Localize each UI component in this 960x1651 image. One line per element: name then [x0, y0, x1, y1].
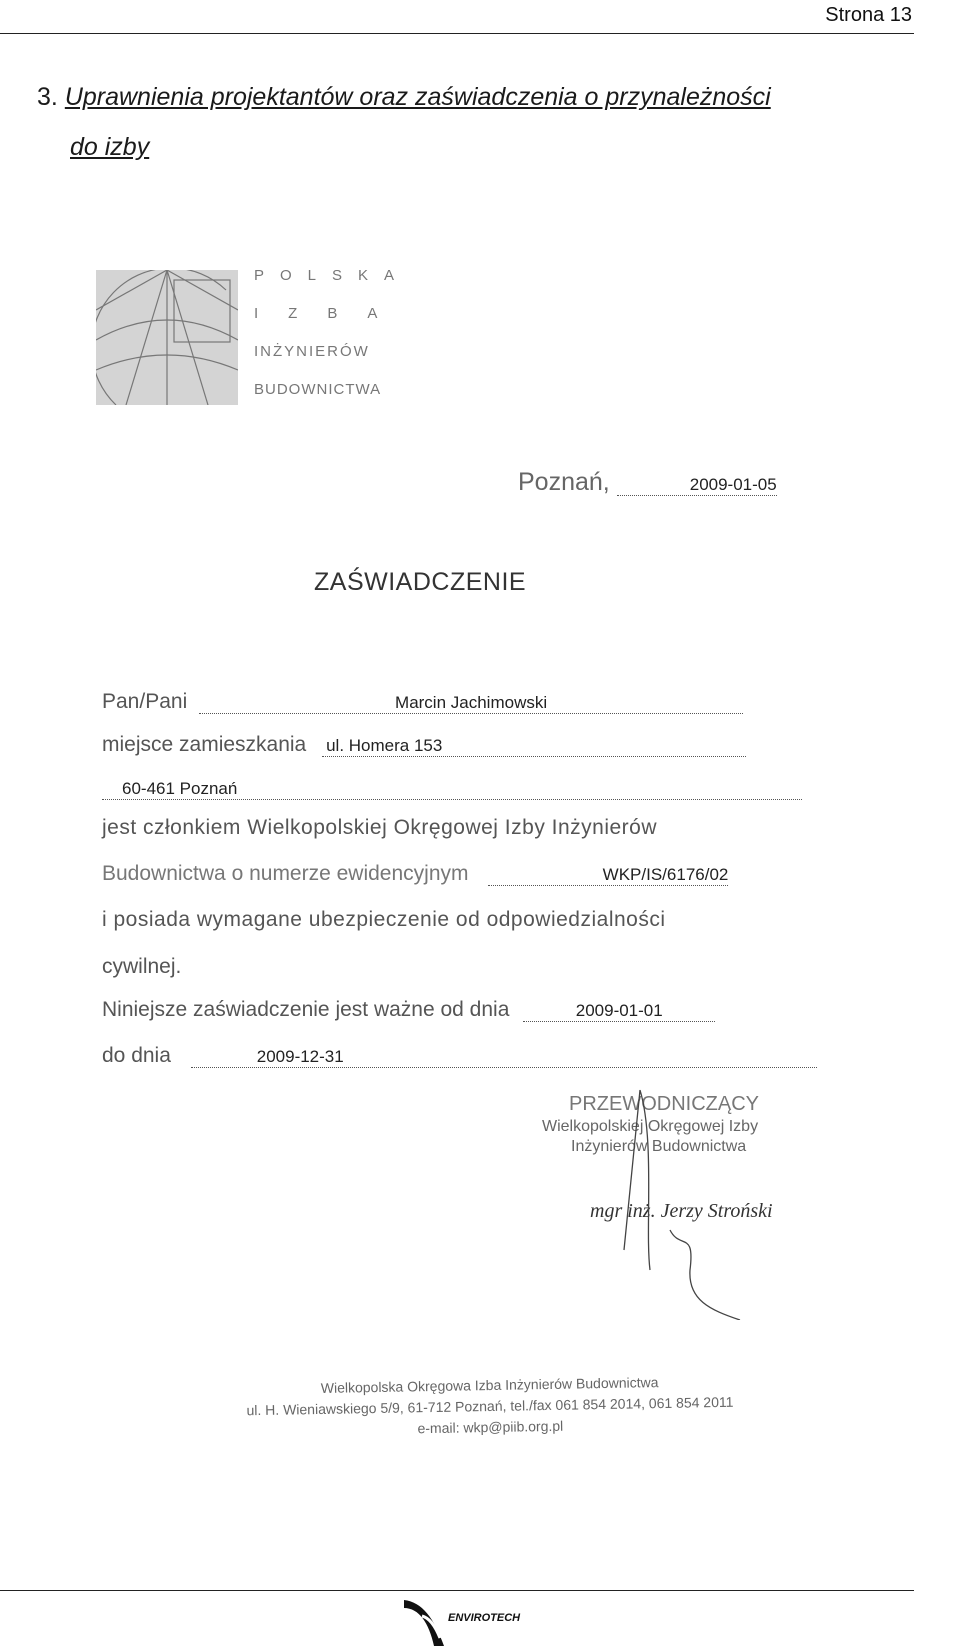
place-date-line	[518, 468, 777, 497]
name-label: Pan/Pani	[102, 690, 188, 713]
signature-line1: Wielkopolskiej Okręgowej Izby	[542, 1118, 759, 1135]
signature-line2: Inżynierów Budownictwa	[571, 1138, 747, 1155]
letter-footer	[199, 1370, 780, 1443]
handwritten-signature-icon	[600, 1080, 750, 1320]
footer-email: e-mail: wkp@piib.org.pl	[417, 1417, 564, 1437]
name-row	[102, 690, 743, 714]
place-label: Poznań,	[518, 468, 610, 496]
envirotech-logo-icon	[404, 1598, 450, 1648]
section-number: 3.	[37, 83, 58, 111]
chamber-name-line1: POLSKA	[254, 267, 411, 284]
issue-date: 2009-01-05	[617, 475, 777, 496]
chamber-name-line4: BUDOWNICTWA	[254, 381, 382, 398]
valid-from-row	[102, 998, 715, 1022]
address-label: miejsce zamieszkania	[102, 733, 307, 756]
section-title-line2: do izby	[70, 133, 150, 161]
chamber-name-block	[254, 262, 410, 414]
valid-from-label: Niniejsze zaświadczenie jest ważne od dnia	[102, 998, 510, 1021]
valid-to-label: do dnia	[102, 1044, 171, 1067]
address-row	[102, 733, 746, 757]
signature-title: PRZEWODNICZĄCY	[569, 1093, 759, 1115]
chamber-name-line3: INŻYNIERÓW	[254, 343, 370, 360]
header-rule	[0, 33, 914, 34]
registry-row	[102, 862, 728, 886]
brand-name: ENVIROTECH	[448, 1612, 521, 1624]
address-value: ul. Homera 153	[322, 736, 746, 757]
globe-logo-icon	[96, 270, 238, 405]
insurance-text-2: cywilnej.	[102, 955, 182, 978]
valid-to-row	[102, 1044, 817, 1068]
address-row-2	[102, 776, 802, 800]
chamber-logo-image	[96, 270, 238, 405]
section-title-line1: Uprawnienia projektantów oraz zaświadczenia o przynależności	[64, 83, 771, 111]
footer-org: Wielkopolska Okręgowa Izba Inżynierów Budownictwa	[320, 1374, 659, 1396]
registry-number: WKP/IS/6176/02	[488, 865, 728, 886]
footer-address: ul. H. Wieniawskiego 5/9, 61-712 Poznań, tel./fax 061 854 2014, 061 854 2011	[246, 1393, 734, 1419]
address-value-2: 60-461 Poznań	[102, 779, 802, 800]
name-value: Marcin Jachimowski	[199, 693, 743, 714]
valid-to-date: 2009-12-31	[191, 1047, 817, 1068]
chamber-name-line2: IZBA	[254, 305, 408, 322]
valid-from-date: 2009-01-01	[523, 1001, 715, 1022]
document-title: ZAŚWIADCZENIE	[314, 568, 527, 596]
signer-name: mgr inż. Jerzy Stroński	[590, 1200, 773, 1222]
insurance-text: i posiada wymagane ubezpieczenie od odpowiedzialności	[102, 908, 666, 931]
membership-text: jest członkiem Wielkopolskiej Okręgowej Izby Inżynierów	[102, 816, 658, 839]
footer-rule	[0, 1590, 914, 1591]
registry-label: Budownictwa o numerze ewidencyjnym	[102, 862, 469, 885]
page-number: Strona 13	[825, 4, 912, 26]
section-title	[37, 72, 771, 172]
